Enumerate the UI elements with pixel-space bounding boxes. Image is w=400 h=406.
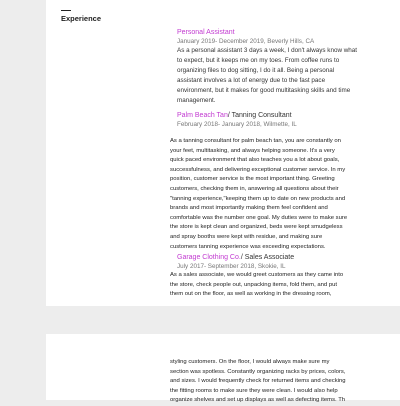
- description-line: styling customers. On the floor, I would always make sure my: [170, 359, 330, 365]
- description-line: the store, check people out, unpacking items, fold them, and put: [170, 281, 338, 288]
- description-line: your feet, multitasking, and always helping someone. It's a very: [170, 147, 335, 154]
- description-line: the store is kept clean and organized, beds were kept smudgeless: [170, 224, 343, 231]
- description-line: comfortable was the number one goal. My duties were to make sure: [170, 214, 348, 221]
- section-heading-experience: Experience: [61, 14, 102, 23]
- description-line: section was spotless. Constantly organizing racks by prices, colors,: [170, 368, 346, 375]
- description-line: successfulness, and delivering exceptional customer service. In my: [170, 166, 346, 173]
- description-line: organize shelves and set up displays as well as defecting items. Th: [170, 397, 346, 404]
- description-line: As a sales associate, we would greet customers as they came into: [170, 272, 344, 278]
- role-title: / Sales Associate: [240, 254, 295, 261]
- description-line: and spray booths were kept with residue, and making sure: [170, 233, 323, 240]
- entry-description-continued: [170, 358, 382, 406]
- description-line: position, customer service is the most important thing. Greeting: [170, 176, 335, 183]
- description-line: and sizes. I would frequently check for returned items and checking: [170, 378, 346, 385]
- entry-description: [177, 46, 375, 106]
- entry-dates: January 2019- December 2019, Beverly Hills, CA: [177, 38, 315, 45]
- entry-title-personal-assistant: [177, 28, 235, 37]
- company-name: Garage Clothing Co.: [177, 254, 241, 261]
- role-title: / Tanning Consultant: [227, 112, 292, 119]
- description-line: to expect, but it keeps me on my toes. From coffee runs to: [177, 57, 340, 64]
- company-name: Palm Beach Tan: [177, 112, 228, 119]
- document-page-1: [46, 0, 400, 306]
- entry-dates: February 2018- January 2018, Wilmette, IL: [177, 121, 297, 128]
- document-page-2: [46, 334, 400, 404]
- entry-description: [170, 271, 382, 300]
- description-line: As a tanning consultant for palm beach tan, you are constantly on: [170, 138, 341, 144]
- entry-title-garage-clothing: [177, 253, 294, 262]
- description-line: management.: [177, 97, 216, 104]
- entry-dates: July 2017- September 2018, Skokie, IL: [177, 263, 286, 270]
- description-line: customers tanning experience was exceeding expectations.: [170, 243, 326, 250]
- description-line: brands and most importantly making them feel confident and: [170, 205, 328, 212]
- description-line: them out on the floor, as well as working in the dressing room,: [170, 291, 332, 298]
- description-line: environment, but it makes for good multitasking skills and time: [177, 87, 351, 94]
- description-line: quick paced environment that also teaches you a lot about goals,: [170, 157, 340, 164]
- section-rule: [61, 10, 71, 11]
- description-line: the fitting rooms to make sure they were clean. I would also help: [170, 387, 338, 394]
- description-line: organizing files to dog sitting, I do it all. Being a personal: [177, 67, 335, 74]
- description-line: customers, checking them in, answering all questions about their: [170, 185, 339, 192]
- entry-description: [170, 137, 382, 252]
- company-name: Personal Assistant: [177, 29, 235, 36]
- entry-title-palm-beach-tan: [177, 111, 292, 120]
- description-line: "tanning experience,"keeping them up to date on new products and: [170, 195, 346, 202]
- description-line: As a personal assistant 3 days a week, I don't always know what: [177, 47, 358, 54]
- description-line: assistant involves a lot of energy due to the fast pace: [177, 77, 326, 84]
